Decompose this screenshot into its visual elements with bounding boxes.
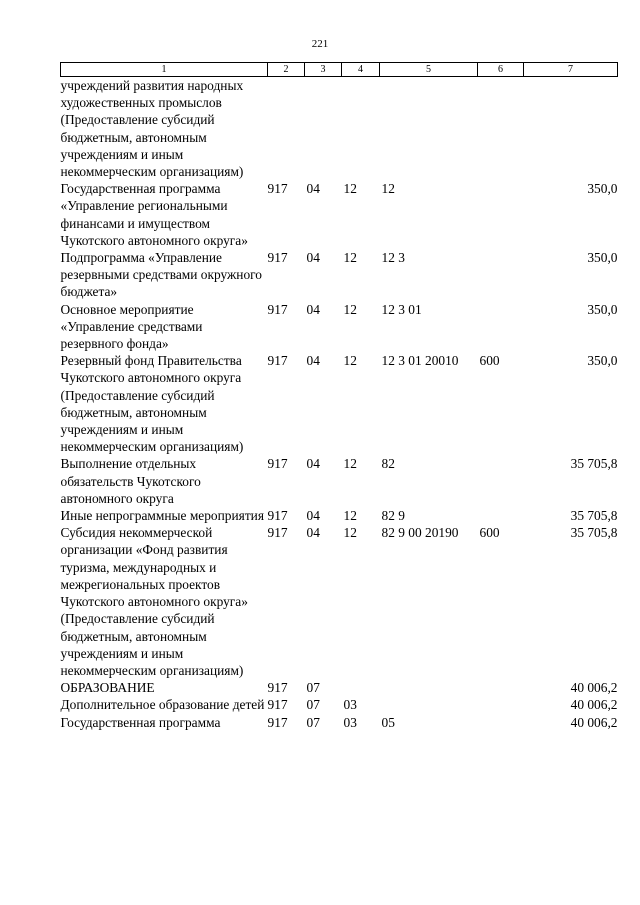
row-sum: 40 006,2 bbox=[570, 680, 618, 696]
row-csr: 82 9 bbox=[381, 508, 405, 524]
row-name: Основное мероприятие «Управление средствами резервного фонда» bbox=[60, 301, 203, 352]
row-rz: 04 bbox=[306, 181, 320, 197]
row-name: Резервный фонд Правительства Чукотского автономного округа (Предоставление субсидий бюджетным, автономным учреждениям и иным некоммерческим организациям) bbox=[60, 353, 244, 455]
row-name: учреждений развития народных художественных промыслов (Предоставление субсидий бюджетным, автономным учреждениям и иным некоммерческим организациям) bbox=[60, 78, 244, 180]
row-vr bbox=[478, 249, 524, 301]
row-grbs: 917 bbox=[267, 525, 288, 541]
header-col-6: 6 bbox=[478, 63, 524, 77]
row-vr bbox=[478, 679, 524, 696]
table-header bbox=[61, 63, 618, 77]
row-name: ОБРАЗОВАНИЕ bbox=[60, 680, 155, 696]
row-grbs: 917 bbox=[267, 353, 288, 369]
row-pr: 03 bbox=[343, 714, 357, 730]
table-body bbox=[61, 77, 618, 731]
row-sum: 35 705,8 bbox=[570, 456, 618, 472]
header-col-5: 5 bbox=[380, 63, 478, 77]
row-grbs bbox=[268, 77, 305, 181]
row-csr: 82 9 00 20190 bbox=[381, 525, 459, 541]
header-row bbox=[61, 63, 618, 77]
row-rz: 04 bbox=[306, 353, 320, 369]
row-rz: 07 bbox=[306, 680, 320, 696]
row-pr: 12 bbox=[343, 508, 357, 524]
row-rz: 04 bbox=[306, 250, 320, 266]
page-number: 221 bbox=[311, 38, 329, 50]
row-pr bbox=[342, 77, 380, 181]
row-pr: 12 bbox=[343, 301, 357, 317]
row-csr: 12 3 01 bbox=[381, 301, 422, 317]
row-name: Подпрограмма «Управление резервными средствами окружного бюджета» bbox=[60, 250, 262, 300]
row-sum bbox=[524, 77, 618, 181]
row-pr: 12 bbox=[343, 250, 357, 266]
row-pr: 12 bbox=[343, 181, 357, 197]
table-row bbox=[61, 507, 618, 524]
row-csr: 12 bbox=[381, 181, 395, 197]
row-name: Дополнительное образование детей bbox=[60, 697, 265, 713]
row-pr: 12 bbox=[343, 353, 357, 369]
row-grbs: 917 bbox=[267, 250, 288, 266]
row-rz: 04 bbox=[306, 525, 320, 541]
row-grbs: 917 bbox=[267, 680, 288, 696]
row-sum: 350,0 bbox=[587, 250, 618, 266]
table-row bbox=[61, 180, 618, 249]
row-vr bbox=[478, 696, 524, 713]
row-grbs: 917 bbox=[267, 508, 288, 524]
header-col-2: 2 bbox=[268, 63, 305, 77]
row-csr bbox=[380, 696, 478, 713]
row-vr: 600 bbox=[479, 353, 500, 369]
table-row bbox=[61, 352, 618, 455]
row-pr: 12 bbox=[343, 525, 357, 541]
row-sum: 40 006,2 bbox=[570, 697, 618, 713]
row-pr: 12 bbox=[343, 456, 357, 472]
table-row bbox=[61, 77, 618, 181]
row-vr bbox=[478, 77, 524, 181]
row-sum: 350,0 bbox=[587, 353, 618, 369]
row-csr: 12 3 01 20010 bbox=[381, 353, 459, 369]
table-row bbox=[61, 679, 618, 696]
row-rz: 04 bbox=[306, 301, 320, 317]
row-rz: 04 bbox=[306, 456, 320, 472]
row-rz: 04 bbox=[306, 508, 320, 524]
row-sum: 35 705,8 bbox=[570, 508, 618, 524]
budget-table bbox=[60, 62, 618, 731]
row-sum: 350,0 bbox=[587, 181, 618, 197]
row-sum: 40 006,2 bbox=[570, 714, 618, 730]
row-sum: 35 705,8 bbox=[570, 525, 618, 541]
row-csr: 82 bbox=[381, 456, 395, 472]
row-grbs: 917 bbox=[267, 181, 288, 197]
row-name: Государственная программа bbox=[60, 714, 221, 730]
header-col-7: 7 bbox=[524, 63, 618, 77]
row-csr bbox=[380, 679, 478, 696]
row-vr bbox=[478, 180, 524, 249]
row-name: Субсидия некоммерческой организации «Фонд развития туризма, международных и межрегиональных проектов Чукотского автономного округа» (Предоставление субсидий бюджетным, автономным учреждениям и иным некоммерческим организациям) bbox=[60, 525, 248, 678]
row-pr: 03 bbox=[343, 697, 357, 713]
row-rz: 07 bbox=[306, 697, 320, 713]
row-rz bbox=[305, 77, 342, 181]
row-csr: 05 bbox=[381, 714, 395, 730]
header-col-4: 4 bbox=[342, 63, 380, 77]
row-vr bbox=[478, 714, 524, 731]
table-row bbox=[61, 301, 618, 353]
row-rz: 07 bbox=[306, 714, 320, 730]
row-csr bbox=[380, 77, 478, 181]
header-col-1: 1 bbox=[61, 63, 268, 77]
row-grbs: 917 bbox=[267, 714, 288, 730]
row-grbs: 917 bbox=[267, 301, 288, 317]
table-row bbox=[61, 524, 618, 679]
row-vr bbox=[478, 455, 524, 507]
row-vr: 600 bbox=[479, 525, 500, 541]
row-pr bbox=[342, 679, 380, 696]
row-grbs: 917 bbox=[267, 697, 288, 713]
row-sum: 350,0 bbox=[587, 301, 618, 317]
row-grbs: 917 bbox=[267, 456, 288, 472]
table-row bbox=[61, 455, 618, 507]
table-row bbox=[61, 714, 618, 731]
row-name: Выполнение отдельных обязательств Чукотского автономного округа bbox=[60, 456, 201, 506]
row-name: Иные непрограммные мероприятия bbox=[60, 508, 264, 524]
row-csr: 12 3 bbox=[381, 250, 405, 266]
row-name: Государственная программа «Управление региональными финансами и имуществом Чукотского автономного округа» bbox=[60, 181, 248, 248]
table-row bbox=[61, 249, 618, 301]
header-col-3: 3 bbox=[305, 63, 342, 77]
table-row bbox=[61, 696, 618, 713]
row-vr bbox=[478, 301, 524, 353]
row-vr bbox=[478, 507, 524, 524]
